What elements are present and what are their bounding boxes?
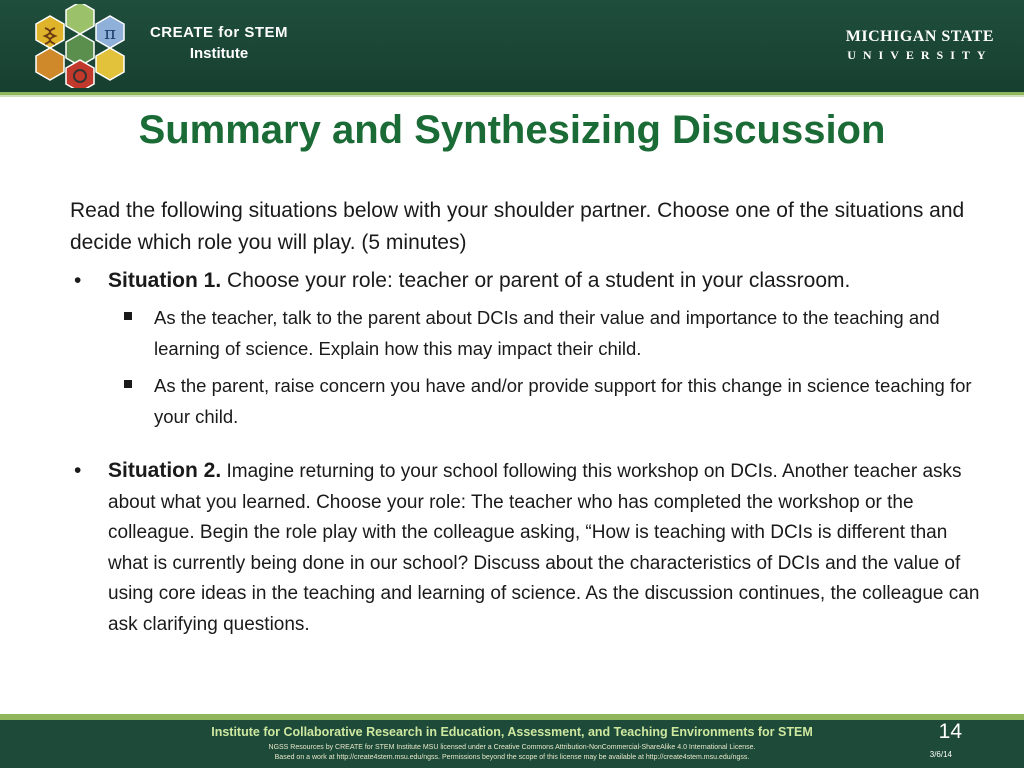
slide-date: 3/6/14 — [929, 750, 952, 759]
situation-1-sub-item — [70, 370, 985, 432]
situation-2-label: Situation 2. — [108, 459, 222, 482]
bullet-icon: • — [74, 269, 82, 292]
situation-1-sub-item — [70, 302, 985, 364]
situation-1-text: Choose your role: teacher or parent of a student in your classroom. — [221, 269, 851, 292]
brand-subtitle: Institute — [189, 45, 249, 62]
situation-2-text: Imagine returning to your school following this workshop on DCIs. Another teacher asks about what you learned. Choose your role: The teacher who has completed the workshop or the colleague. Begin the role play with the colleague asking, “How is teaching with DCIs is different than what is currently being done in our school? Discuss about the characteristics of DCIs and the value of using core ideas in the teaching and learning of science. As the discussion continues, the colleague can ask clarifying questions. — [108, 461, 980, 635]
slide-number: 14 — [938, 720, 962, 743]
situation-1-label: Situation 1. — [108, 269, 222, 292]
university-name: MICHIGAN STATE — [845, 28, 994, 45]
square-bullet-icon — [124, 312, 132, 320]
footer-bar — [0, 720, 1024, 768]
footer-license-line1: NGSS Resources by CREATE for STEM Institute MSU licensed under a Creative Commons Attribution-NonCommercial-ShareAlike 4.0 International License. — [268, 744, 756, 751]
brand-name — [142, 24, 296, 62]
svg-text:π: π — [104, 23, 116, 44]
square-bullet-icon — [124, 380, 132, 388]
brand-title: CREATE for STEM — [149, 24, 289, 41]
situation-2-bullet — [70, 456, 985, 640]
university-logo — [846, 28, 994, 63]
sub-item-text: As the parent, raise concern you have and/or provide support for this change in science teaching for your child. — [154, 375, 972, 427]
header-divider-light — [0, 95, 1024, 97]
slide-title: Summary and Synthesizing Discussion — [138, 108, 886, 152]
intro-paragraph: Read the following situations below with your shoulder partner. Choose one of the situations and decide which role you will play. (5 minutes) — [70, 199, 965, 254]
university-word: UNIVERSITY — [847, 48, 993, 62]
hex-logo-icon — [36, 4, 124, 88]
sub-item-text: As the teacher, talk to the parent about DCIs and their value and importance to the teaching and learning of science. Explain how this may impact their child. — [154, 307, 940, 359]
header-bar — [0, 0, 1024, 92]
situation-1-bullet — [70, 265, 985, 296]
bullet-icon: • — [74, 459, 82, 482]
footer-institute-title: Institute for Collaborative Research in Education, Assessment, and Teaching Environments for STEM — [211, 725, 813, 739]
footer-license-line2: Based on a work at http://create4stem.msu.edu/ngss. Permissions beyond the scope of this license may be available at http://create4stem.msu.edu/ngss. — [274, 754, 750, 761]
slide-body — [70, 195, 985, 640]
create-stem-logo — [14, 4, 134, 88]
